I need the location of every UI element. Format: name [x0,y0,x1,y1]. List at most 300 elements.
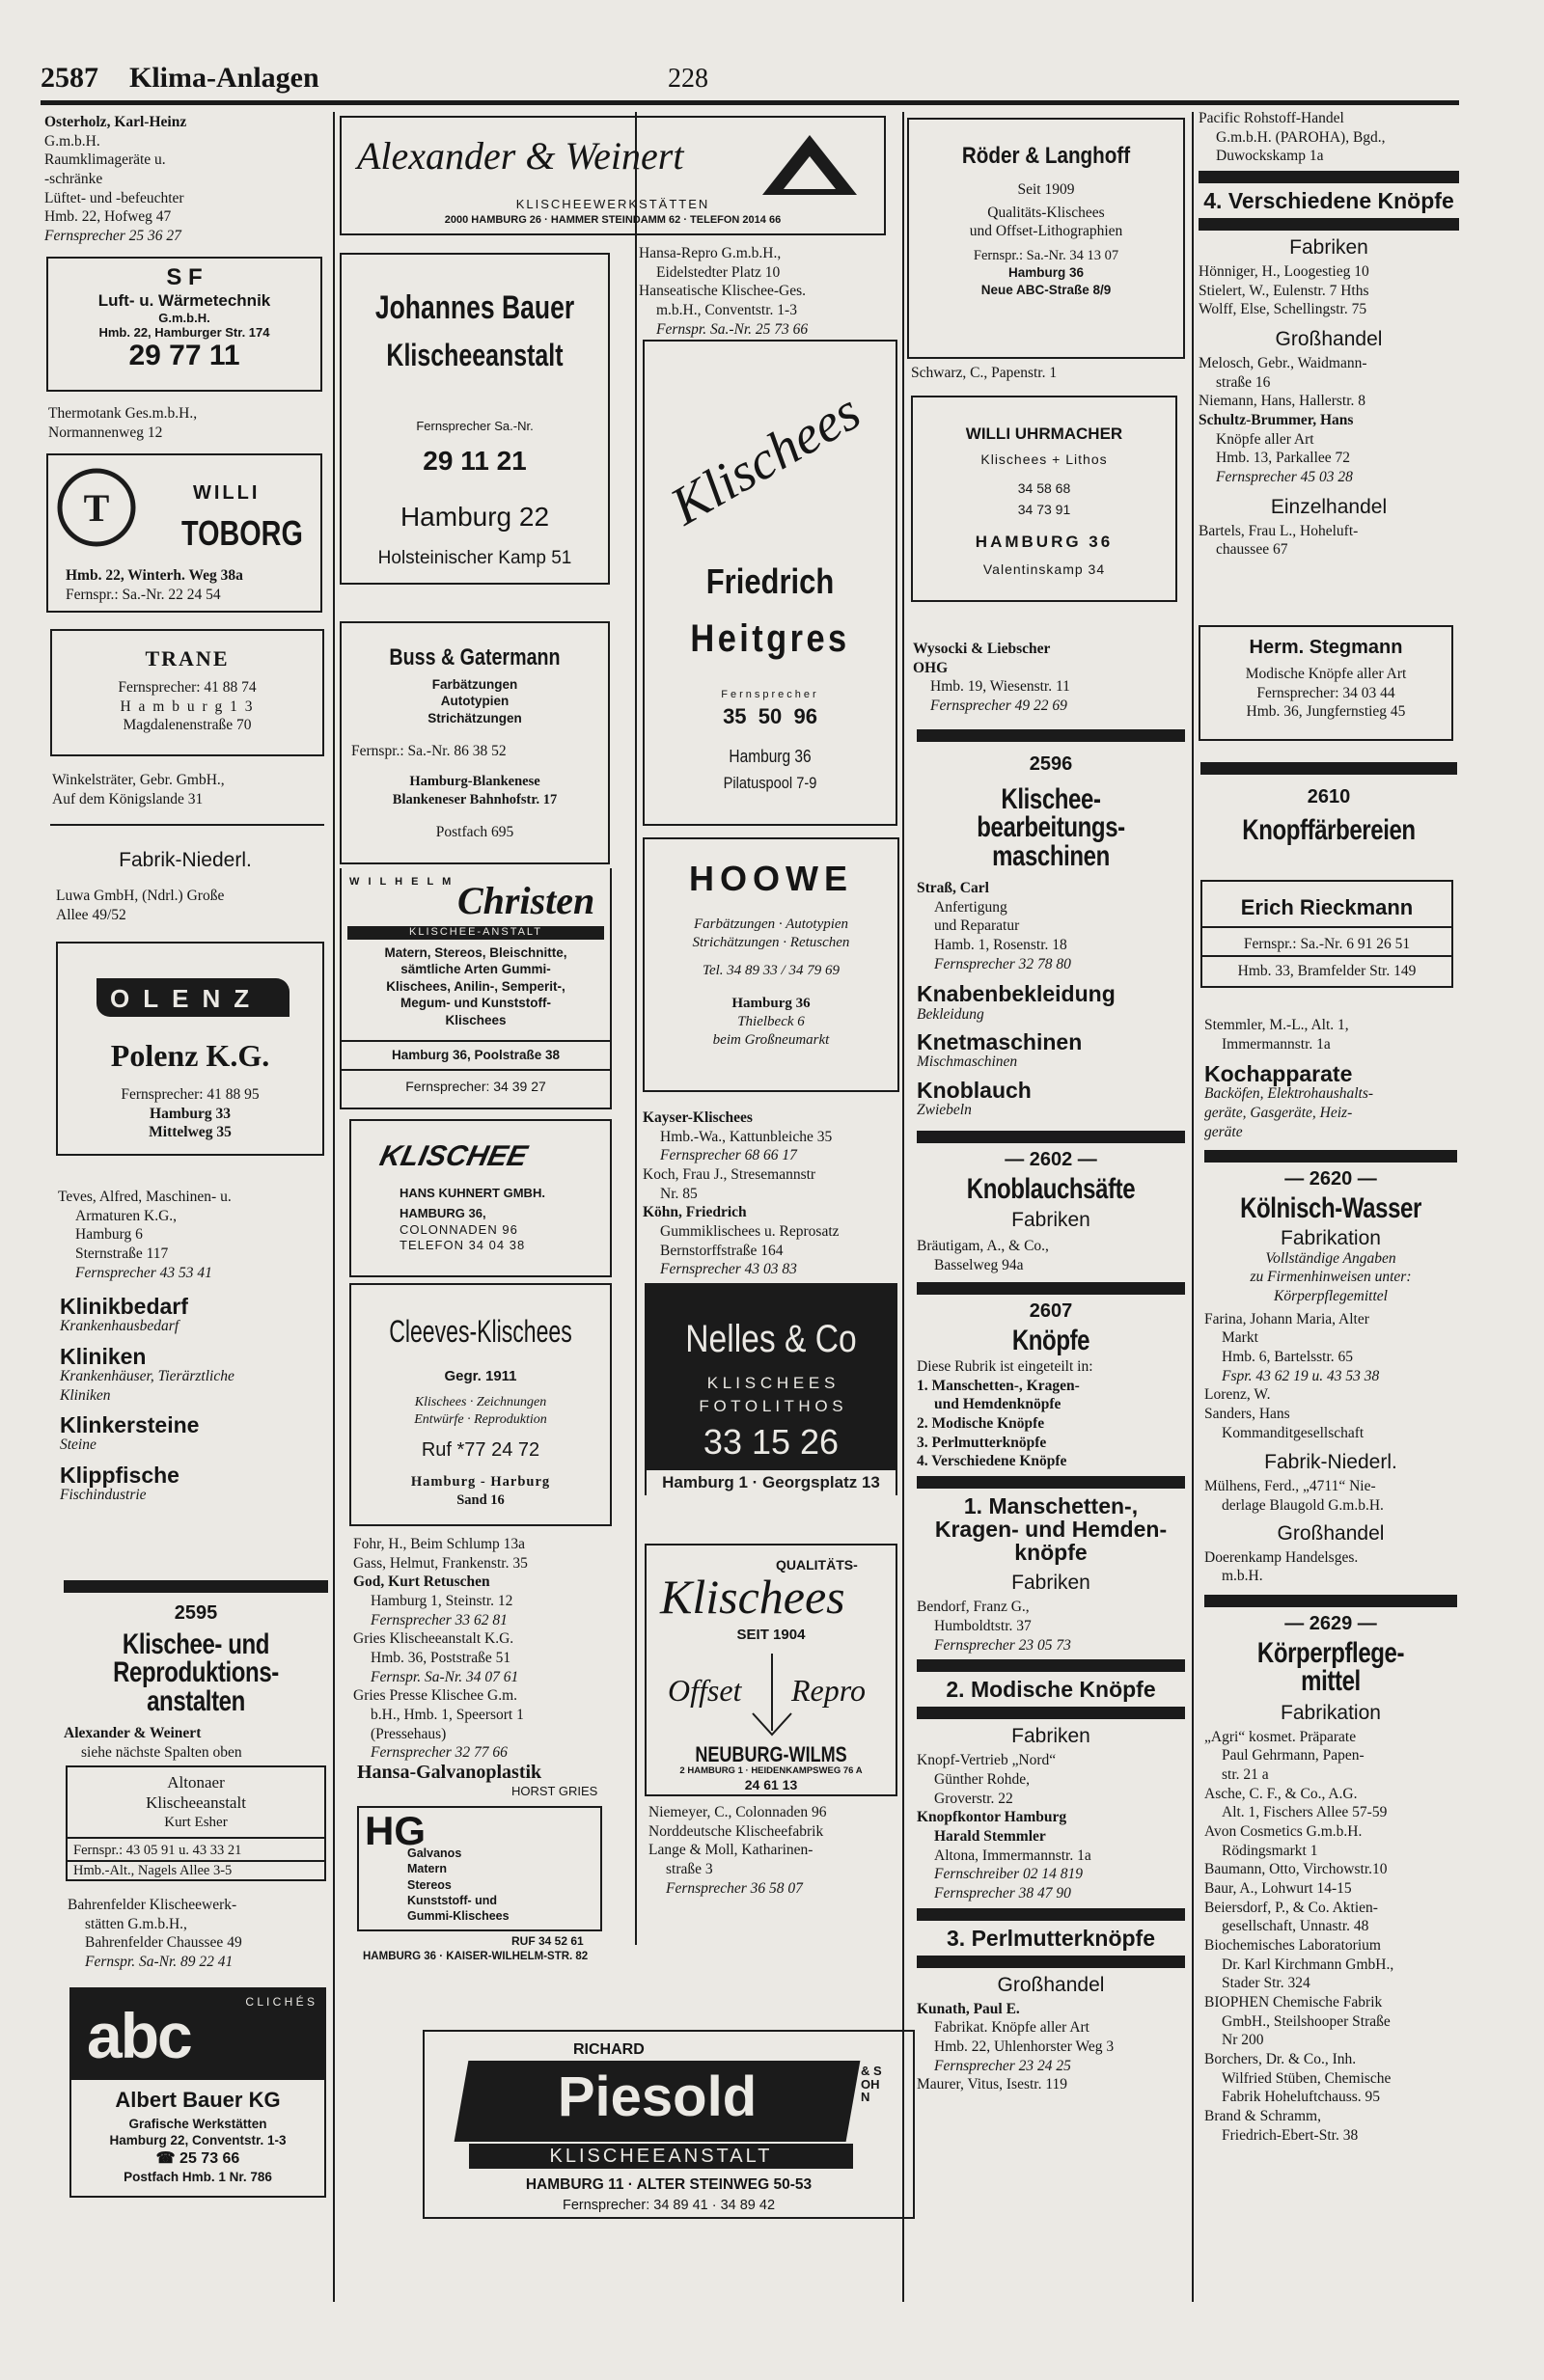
divider [1202,926,1451,928]
ad-polenz [56,942,324,1156]
listing-line: Hmb. 36, Poststraße 51 [371,1649,511,1666]
listing-line: Melosch, Gebr., Waidmann- [1199,355,1367,372]
company-name: Alexander & Weinert [64,1725,202,1742]
city: Hamburg - Harburg [410,1474,551,1490]
header-rule [41,100,1459,105]
listing-line: KLISCHEEWERKSTÄTTEN [515,197,710,211]
phone-line: Fernsprecher 32 78 80 [934,955,1071,972]
listing-line: Matern, Stereos, Bleischnitte, [384,945,567,960]
company-name: Nelles & Co [685,1318,857,1360]
listing-line: Hansa-Repro G.m.b.H., [639,245,782,261]
city: Hamburg 36 [731,996,811,1011]
section-2610 [1200,756,1457,844]
list-item: 3. Perlmutterknöpfe [917,1434,1047,1451]
listing-line: Stereos [407,1877,452,1892]
listing-line: Raumklimageräte u. [44,151,166,169]
company-name: Klischeeanstalt [386,338,564,372]
section-number: 2607 [1029,1299,1073,1322]
subsection-heading: Fabrikation [1281,1701,1381,1724]
listing-line: Sternstraße 117 [75,1245,169,1262]
phone-line: Fernspr. Sa.-Nr. 25 73 66 [656,320,809,338]
section-bar [917,1659,1185,1672]
company-name: HANS KUHNERT GMBH. [400,1186,545,1200]
logo-script: Christen [457,879,595,922]
company-name: Luft- u. Wärmetechnik [97,291,271,310]
listing-line: GmbH., Steilshooper Straße [1222,2012,1391,2030]
listing-line: Winkelsträter, Gebr. GmbH., [52,772,225,788]
see-also: geräte, Gasgeräte, Heiz- [1204,1105,1353,1122]
listing-line: stätten G.m.b.H., [85,1915,187,1932]
section-title: Klischee- und [122,1628,270,1660]
company-name: TOBORG [181,513,303,553]
section-number: — 2602 — [1005,1148,1097,1170]
listing-osterholz [44,114,326,245]
listing-line: Wolff, Else, Schellingstr. 75 [1199,301,1367,318]
section-bar [1200,762,1457,775]
phone-line: TELEFON 34 04 38 [400,1238,526,1253]
phone-number: 35 50 96 [723,704,817,728]
listing-line: Fabrikat. Knöpfe aller Art [934,2019,1089,2037]
logo-script: Alexander & Weinert [357,134,684,178]
section-number: — 2620 — [1284,1168,1377,1190]
listing-line: Hanseatische Klischee-Ges. [639,283,807,300]
section-number: — 2629 — [1284,1613,1377,1634]
listing-line: Auf dem Königslande 31 [52,790,204,807]
listing-line: G.m.b.H. (PAROHA), Bgd., [1216,128,1386,146]
list-item: 1. Manschetten-, Kragen- [917,1377,1080,1394]
listing-line: Diese Rubrik ist eingeteilt in: [917,1357,1093,1375]
address: Sand 16 [456,1491,505,1508]
company-name: Albert Bauer KG [115,2088,281,2112]
city: HAMBURG 36, [400,1205,486,1220]
listing-line: Kommanditgesellschaft [1222,1424,1365,1441]
listings-koerperpflege [1204,1729,1457,2144]
listing-line: F O T O L I T H O S [699,1397,843,1415]
subsection-heading: Fabrik-Niederl. [1264,1451,1397,1474]
listing-line: Baur, A., Lohwurt 14-15 [1204,1880,1352,1898]
listing-line: Norddeutsche Klischeefabrik [648,1822,824,1840]
listing-line: Luwa GmbH, (Ndrl.) Große [56,888,225,904]
ad-trane [50,629,324,756]
company-name: Friedrich [705,561,835,601]
listing-line: Alt. 1, Fischers Allee 57-59 [1222,1804,1388,1821]
phone-line: Fernsprecher 23 05 73 [934,1636,1071,1654]
listing-line: Doerenkamp Handelsges. [1204,1548,1359,1566]
logo-text: W I L H E L M [349,876,455,888]
polenz-logo [96,978,290,1017]
listing-line: Megum- und Kunststoff- [400,996,551,1011]
phone-line: Fernspr.: 43 05 91 u. 43 33 21 [73,1843,242,1858]
listing-line: G.m.b.H. [44,132,100,150]
listing-line: Hmb. 22, Uhlenhorster Weg 3 [934,2038,1115,2056]
note: Vollständige Angaben [1265,1249,1396,1267]
listing-line: Gries Presse Klischee G.m. [353,1687,518,1705]
phone-line: Fspr. 43 62 19 u. 43 53 38 [1222,1367,1380,1384]
listing-line: Basselweg 94a [934,1256,1024,1273]
listing-line: straße 3 [666,1860,713,1877]
listing-line: Bahrenfelder Klischeewerk- [68,1897,237,1913]
listing-line: Hönniger, H., Loogestieg 10 [1199,263,1369,281]
phone-line: Fernsprecher 45 03 28 [1216,469,1353,486]
phone-line: Fernspr. Sa-Nr. 34 07 61 [371,1668,519,1685]
listing-line: Knopf-Vertrieb „Nord“ [917,1752,1057,1769]
ad-johannes-bauer [340,253,610,585]
company-name: Röder & Langhoff [961,143,1131,169]
subsection-title: 2. Modische Knöpfe [946,1677,1156,1703]
city: Hamburg-Blankenese [409,774,540,789]
section-bar [1199,218,1459,231]
listing-line: K L I S C H E E S [706,1374,836,1392]
listing-line: Hmb. 22, Hofweg 47 [44,208,172,226]
phone-number: 24 61 13 [744,1777,798,1792]
listing-line: m.b.H. [1222,1568,1263,1585]
listing-line: Hmb. 6, Bartelsstr. 65 [1222,1349,1354,1366]
phone-line: Fernsprecher 36 58 07 [666,1879,803,1897]
listing-wysocki [913,641,1187,717]
company-name: Erich Rieckmann [1240,895,1414,919]
address: Thielbeck 6 [737,1014,805,1030]
phone-line: Fernspr.: Sa.-Nr. 6 91 26 51 [1243,936,1411,952]
listing-line: Altona, Immermannstr. 1a [934,1847,1091,1864]
company-name: Polenz K.G. [110,1038,270,1073]
section-bar [917,1282,1185,1295]
section-title: Knopffärbereien [1242,814,1416,846]
see-also: siehe nächste Spalten oben [81,1743,242,1761]
section-bar [917,1956,1185,1968]
listings-col3-k [643,1109,903,1280]
phone-number: 34 58 68 [1017,480,1071,496]
listing-line: Friedrich-Ebert-Str. 38 [1222,2126,1359,2144]
address: Valentinskamp 34 [982,561,1106,577]
company-name: God, Kurt Retuschen [353,1573,490,1591]
listing-line: Lorenz, W. [1204,1386,1271,1404]
subsection-heading: Fabriken [1011,1572,1090,1595]
section-2596 [917,724,1185,2095]
ad-hansa-galvanoplastik [357,1762,629,1962]
listing-line: Klischees + Lithos [980,451,1108,467]
section-title: maschinen [992,839,1110,872]
logo-text: & SOHN [861,2064,882,2105]
section-title: Reproduktions- [113,1656,279,1689]
logo-text: QUALITÄTS- [776,1557,858,1573]
listing-line: Lüftet- und -befeuchter [44,189,184,206]
listing-line: Klischees [445,1012,507,1027]
listing-line: Thermotank Ges.m.b.H., [48,405,198,422]
founded: SEIT 1904 [736,1627,806,1643]
listing-line: Anfertigung [934,898,1007,916]
company-name: Köhn, Friedrich [643,1204,747,1221]
list-item: und Hemdenknöpfe [934,1396,1062,1413]
listing-line: Galvanos [407,1847,462,1860]
listing-line: derlage Blaugold G.m.b.H. [1222,1497,1384,1515]
listing-line: Brand & Schramm, [1204,2107,1321,2124]
category-index-k [60,1295,330,1506]
listing-line: Hmb. 13, Parkallee 72 [1216,450,1351,467]
phone-number: 34 73 91 [1017,502,1071,517]
listing-line: b.H., Hmb. 1, Speersort 1 [371,1706,524,1723]
listing-line: Qualitäts-Klischees [987,204,1105,221]
see-also: Zwiebeln [917,1102,972,1119]
listing-line: Farbätzungen [431,677,518,692]
address: COLONNADEN 96 [400,1221,518,1237]
section-title: mittel [1301,1665,1361,1698]
listing-line: Bartels, Frau L., Hoheluft- [1199,522,1359,539]
address: HAMBURG 11 · ALTER STEINWEG 50-53 [525,2176,813,2193]
phone-line: RUF 34 52 61 [511,1934,584,1948]
company-name: NEUBURG-WILMS [695,1742,847,1766]
listing-line: Baumann, Otto, Virchowstr.10 [1204,1861,1388,1878]
ad-altonaer [66,1765,326,1881]
listing-line: Dr. Karl Kirchmann GmbH., [1222,1956,1394,1973]
logo-text: HG [365,1808,426,1853]
company-name: Straß, Carl [917,880,989,897]
listing-line: OHG [913,659,949,676]
listing-line: Stielert, W., Eulenstr. 7 Hths [1199,282,1369,299]
category-heading: Klinkersteine [60,1412,200,1438]
logo-text: OLENZ [110,984,263,1013]
listing-line: Strichätzungen [427,710,522,725]
address: Hmb. 36, Jungfernstieg 45 [1246,703,1406,721]
listing-bahrenfelder [68,1897,328,1973]
logo-text: KLISCHEE [376,1140,531,1172]
column-1 [44,114,326,247]
company-name: HOOWE [689,859,853,898]
listing-line: Asche, C. F., & Co., A.G. [1204,1785,1358,1802]
company-name: TRANE [145,646,230,670]
listing-line: Rödingsmarkt 1 [1222,1842,1318,1859]
abc-logo [71,1989,324,2080]
section-2595 [64,1574,328,1763]
section-bar [917,1131,1185,1143]
address: Hamburg 36, Poolstraße 38 [391,1048,561,1062]
logo-script: Klischees [660,1570,845,1624]
column-divider [635,112,637,1945]
phone-line: Fernsprecher 23 24 25 [934,2057,1071,2074]
phone-line: Ruf *77 24 72 [421,1439,540,1461]
ad-wilhelm-christen [340,868,612,1109]
address: HAMBURG 36 · KAISER-WILHELM-STR. 82 [363,1951,589,1962]
section-number: 2610 [1307,786,1351,807]
listing-line: Strichätzungen · Retuschen [692,935,850,951]
listing-line: Modische Knöpfe aller Art [1245,666,1407,682]
owner: HORST GRIES [511,1784,598,1798]
logo-bar [347,926,604,940]
ad-alexander-weinert [340,116,886,235]
listing-line: Borchers, Dr. & Co., Inh. [1204,2050,1357,2067]
listing-hansa-repro [639,245,899,340]
address: Hmb. 33, Bramfelder Str. 149 [1237,963,1417,979]
see-also: Mischmaschinen [917,1053,1018,1071]
category-number: 2587 [41,62,98,94]
subsection-heading: Fabriken [1289,236,1368,260]
section-title: Klischee- [1001,783,1101,815]
listing-line: Fohr, H., Beim Schlump 13a [353,1536,526,1552]
listing-line: Markt [1222,1329,1258,1347]
subsection-heading: Großhandel [997,1973,1105,1996]
list-item: 4. Verschiedene Knöpfe [917,1453,1067,1470]
listing-line: Klischees · Zeichnungen [414,1395,547,1409]
listing-line: Grafische Werkstätten [128,2117,267,2131]
column-5-lower [1204,1017,1457,2146]
listing-line: Beiersdorf, P., & Co. Aktien- [1204,1899,1378,1916]
listing-line: Postfach Hmb. 1 Nr. 786 [124,2169,272,2184]
phone-line: Fernspr.: Sa.-Nr. 22 24 54 [66,586,221,603]
listing-line: Sanders, Hans [1204,1406,1290,1423]
address: Hmb. 22, Hamburger Str. 174 [98,325,270,340]
listing-line: Fabrik Hoheluftchauss. 95 [1222,2089,1381,2106]
phone-line: Fernsprecher 33 62 81 [371,1611,508,1628]
note: Körperpflegemittel [1274,1288,1388,1305]
subsection-heading: Großhandel [1275,328,1383,351]
ad-friedrich-heitgres [643,340,897,826]
listings-col2-g [353,1536,631,1764]
listing-line: str. 21 a [1222,1766,1269,1784]
listing-line: Duwockskamp 1a [1216,148,1324,165]
column-5 [1199,110,1459,561]
listing-line: Avon Cosmetics G.m.b.H. [1204,1823,1363,1841]
listing-line: Nr 200 [1222,2032,1264,2049]
city: Hamburg 36 [729,747,812,766]
divider [342,1040,610,1042]
ad-nelles [645,1283,897,1495]
section-bar [1199,171,1459,183]
city: H a m b u r g 1 3 [120,698,255,715]
logo-text: C L I C H É S [245,1995,315,2009]
triangle-logo-icon [757,131,863,199]
listing-line: Stader Str. 324 [1222,1975,1310,1992]
logo-script: Repro [791,1673,867,1708]
company-name: Schultz-Brummer, Hans [1199,412,1354,429]
founded: Gegr. 1911 [444,1368,517,1384]
listing-line: Günther Rohde, [934,1771,1031,1789]
ad-herm-stegmann [1199,625,1453,741]
address: Mittelweg 35 [149,1124,232,1141]
listing-line: Kunststoff- und [407,1893,498,1907]
listing-line: Hamb. 1, Rosenstr. 18 [934,937,1067,954]
phone-line: Fernsprecher: 41 88 74 [118,679,257,696]
see-also: Steine [60,1436,96,1454]
listing-thermotank [48,405,328,443]
company-name: Johannes Bauer [374,289,575,326]
subsection-heading: Fabrik-Niederl. [119,849,252,871]
ad-buss-gatermann [340,621,610,864]
listing-line: Schwarz, C., Papenstr. 1 [911,365,1058,381]
listing-line: Teves, Alfred, Maschinen- u. [58,1189,232,1205]
section-title: Körperpflege- [1256,1637,1405,1669]
listing-line: Farbätzungen · Autotypien [693,916,849,932]
company-name: Knopfkontor Hamburg [917,1809,1067,1826]
category-heading: Klippfische [60,1463,179,1489]
listing-line: Humboldtstr. 37 [934,1617,1032,1634]
address: Magdalenenstraße 70 [123,717,252,734]
listing-schwarz [911,365,1183,384]
ad-neuburg-wilms [645,1544,897,1796]
founded: Seit 1909 [1017,181,1075,198]
category-heading: Klinikbedarf [60,1294,188,1319]
phone-line: Fernspr. Sa-Nr. 89 22 41 [85,1953,234,1970]
section-title: anstalten [147,1684,245,1717]
city: HAMBURG 36 [975,533,1114,551]
listing-line: beim Großneumarkt [712,1032,830,1049]
listing-line: Farina, Johann Maria, Alter [1204,1310,1369,1327]
listing-line: „Agri“ kosmet. Präparate [1204,1728,1357,1745]
category-heading: Kliniken [60,1343,147,1369]
listing-line: Groverstr. 22 [934,1790,1013,1807]
company-name: WILLI UHRMACHER [965,424,1123,443]
listing-line: (Pressehaus) [371,1725,447,1742]
listing-line: -schränke [44,170,103,187]
section-bar [917,729,1185,742]
company-name: WILLI [193,482,261,504]
listing-line: Hmb.-Wa., Kattunbleiche 35 [660,1128,833,1145]
listing-line: Gries Klischeeanstalt K.G. [353,1630,514,1648]
listing-line: G.m.b.H. [158,311,210,325]
section-number: 2596 [1029,753,1073,775]
company-name: Harald Stemmler [934,1828,1046,1846]
phone-line: Fernsprecher 49 22 69 [930,697,1067,714]
listing-line: Nr. 85 [660,1185,698,1202]
section-bar [917,1707,1185,1719]
company-name: Herm. Stegmann [1249,637,1403,658]
category-heading: Knetmaschinen [917,1029,1083,1055]
sf-logo: S F [166,264,203,290]
logo-script: Klischees [660,381,870,537]
logo-script: Offset [668,1673,742,1708]
address: Holsteinischer Kamp 51 [377,548,572,568]
phone-label: Fernsprecher [721,689,819,700]
section-bar [917,1476,1185,1489]
company-name: Buss & Gatermann [389,644,561,670]
section-bar [1204,1150,1457,1163]
phone-line: Fernsprecher: 34 89 41 · 34 89 42 [562,2198,776,2213]
address: 2 HAMBURG 1 · HEIDENKAMPSWEG 76 A [679,1765,863,1776]
phone-line: Tel. 34 89 33 / 34 79 69 [703,963,840,979]
company-name: Wysocki & Liebscher [913,641,1051,657]
address: Hmb. 22, Winterh. Weg 38a [66,567,243,584]
listing-line: Paul Gehrmann, Papen- [1222,1747,1365,1764]
subsection-title: knöpfe [1014,1540,1088,1566]
subsection-title: Kragen- und Hemden- [934,1517,1168,1543]
listing-line: Postfach 695 [435,824,514,840]
logo-bar [469,2144,853,2169]
ad-abc-albert-bauer [69,1987,326,2198]
phone-number: 25 73 66 [179,2149,240,2167]
listing-line: Gummiklischees u. Reprosatz [660,1222,840,1240]
phone-number: 29 77 11 [128,340,240,371]
category-heading: Kochapparate [1204,1061,1353,1087]
subsection-heading: Fabrikation [1281,1226,1381,1249]
listing-line: und Reparatur [934,917,1020,935]
logo-text: Piesold [557,2065,758,2128]
address: 2000 HAMBURG 26 · HAMMER STEINDAMM 62 · TELEFON 2014 66 [444,214,782,226]
svg-text:T: T [83,486,110,530]
ad-toborg [46,453,322,613]
ad-roder-langhoff [907,118,1185,359]
listing-teves [58,1189,328,1283]
address: Blankeneser Bahnhofstr. 17 [392,791,558,807]
section-title: bearbeitungs- [977,811,1125,844]
divider [68,1860,324,1862]
ad-hoowe [643,837,899,1092]
city: Hamburg 33 [150,1105,231,1122]
section-bar [1204,1595,1457,1607]
listing-line: Bahrenfelder Chaussee 49 [85,1934,242,1952]
divider [50,824,324,826]
listing-line: Wilfried Stüben, Chemische [1222,2069,1392,2087]
listing-line: chaussee 67 [1216,541,1288,559]
phone-number: 33 15 26 [703,1422,840,1462]
company-name: Kayser-Klischees [643,1109,753,1126]
